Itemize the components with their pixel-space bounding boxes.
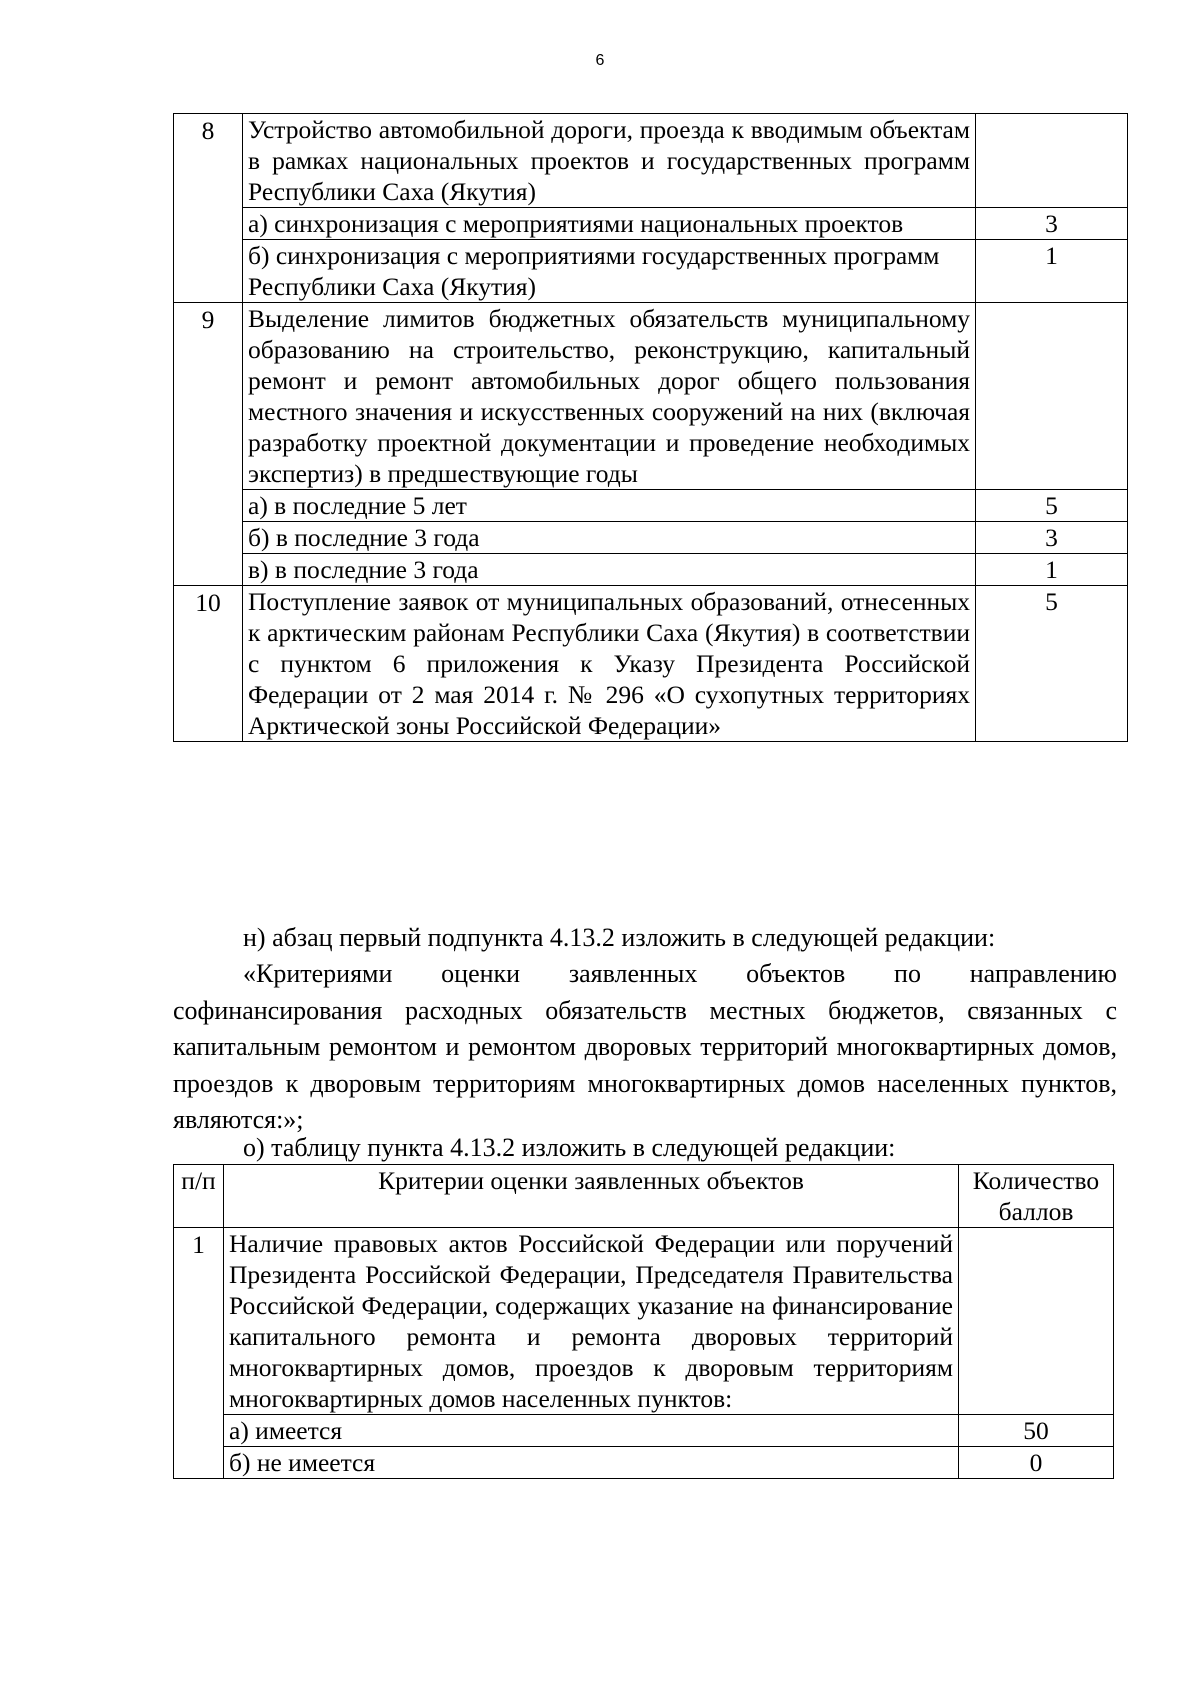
score-cell: 5 (976, 490, 1128, 522)
table-row (174, 490, 1128, 522)
table-row (174, 1415, 1114, 1447)
score-cell: 5 (976, 586, 1128, 742)
criterion-text: Поступление заявок от муниципальных образований, отнесенных к арктическим районам Республики Саха (Якутия) в соответствии с пунктом 6 приложения к Указу Президента Российской Федерации от 2 мая 2014 г. № 296 «О сухопутных территориях Арктической зоны Российской Федерации» (243, 586, 976, 742)
row-number: 9 (174, 303, 243, 490)
table-row (174, 303, 1128, 490)
header-score: Количество баллов (959, 1165, 1114, 1228)
table-row (174, 240, 1128, 303)
table-row (174, 114, 1128, 208)
row-number: 1 (174, 1228, 224, 1415)
criterion-text: Наличие правовых актов Российской Федерации или поручений Президента Российской Федерации, Председателя Правительства Российской Федерации, содержащих указание на финансирование капитального ремонта и ремонта дворовых территорий многоквартирных домов, проездов к дворовым территориям многоквартирных домов населенных пунктов: (224, 1228, 959, 1415)
row-number (174, 490, 243, 522)
row-number (174, 240, 243, 303)
score-cell (959, 1228, 1114, 1415)
score-cell: 1 (976, 240, 1128, 303)
criterion-text: б) в последние 3 года (243, 522, 976, 554)
table-row (174, 1228, 1114, 1415)
criterion-text: б) синхронизация с мероприятиями государственных программ Республики Саха (Якутия) (243, 240, 976, 303)
criterion-text: а) имеется (224, 1415, 959, 1447)
table-row (174, 554, 1128, 586)
score-cell (976, 114, 1128, 208)
criterion-text: а) в последние 5 лет (243, 490, 976, 522)
score-cell: 1 (976, 554, 1128, 586)
table-row (174, 586, 1128, 742)
row-number (174, 208, 243, 240)
score-cell: 50 (959, 1415, 1114, 1447)
row-number: 8 (174, 114, 243, 208)
score-cell (976, 303, 1128, 490)
paragraph-criteria-quote: «Критериями оценки заявленных объектов по направлению софинансирования расходных обязательств местных бюджетов, связанных с капитальным ремонтом и ремонтом дворовых территорий многоквартирных домов, проездов к дворовым территориям многоквартирных домов населенных пунктов, являются:»; (173, 959, 1117, 1134)
score-cell: 3 (976, 208, 1128, 240)
paragraph-amendment-o: о) таблицу пункта 4.13.2 изложить в следующей редакции: (243, 1133, 896, 1162)
table-row (174, 1447, 1114, 1479)
header-num: п/п (174, 1165, 224, 1228)
header-criteria: Критерии оценки заявленных объектов (224, 1165, 959, 1228)
criteria-table-continued (173, 113, 1128, 742)
criterion-text: Выделение лимитов бюджетных обязательств муниципальному образованию на строительство, реконструкцию, капитальный ремонт и ремонт автомобильных дорог общего пользования местного значения и искусственных сооружений на них (включая разработку проектной документации и проведение необходимых экспертиз) в предшествующие годы (243, 303, 976, 490)
criterion-text: а) синхронизация с мероприятиями национальных проектов (243, 208, 976, 240)
score-cell: 3 (976, 522, 1128, 554)
row-number (174, 522, 243, 554)
row-number (174, 554, 243, 586)
row-number: 10 (174, 586, 243, 742)
table-row (174, 208, 1128, 240)
criterion-text: б) не имеется (224, 1447, 959, 1479)
row-number (174, 1415, 224, 1447)
table-header-row (174, 1165, 1114, 1228)
criteria-table-4-13-2 (173, 1164, 1114, 1479)
criterion-text: в) в последние 3 года (243, 554, 976, 586)
score-cell: 0 (959, 1447, 1114, 1479)
page-number: 6 (595, 52, 605, 69)
row-number (174, 1447, 224, 1479)
criterion-text: Устройство автомобильной дороги, проезда к вводимым объектам в рамках национальных проектов и государственных программ Республики Саха (Якутия) (243, 114, 976, 208)
paragraph-amendment-n: н) абзац первый подпункта 4.13.2 изложить в следующей редакции: (243, 923, 996, 952)
table-row (174, 522, 1128, 554)
